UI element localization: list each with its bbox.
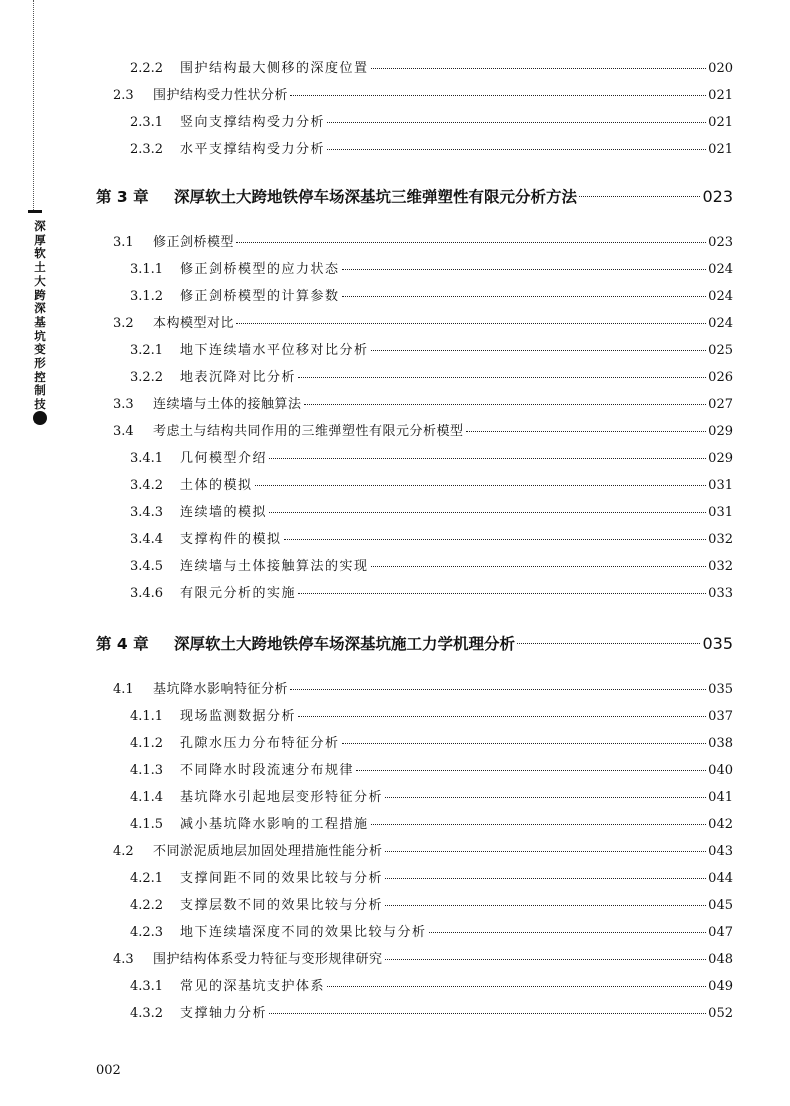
toc-entry-page: 021 [708,88,733,103]
toc-entry-number: 第 3 章 [96,188,149,206]
toc-dot-leader [290,95,706,96]
toc-dot-leader [298,593,706,594]
toc-entry-title: 不同淤泥质地层加固处理措施性能分析 [153,844,383,859]
toc-entry [113,315,733,333]
toc-entry [113,951,733,969]
toc-entry-page: 045 [708,898,733,913]
toc-entry-title: 修正剑桥模型 [153,235,235,250]
toc-entry-page: 047 [708,925,733,940]
toc-entry-page: 049 [708,979,733,994]
toc-entry-page: 023 [708,235,733,250]
toc-entry-page: 042 [708,817,733,832]
toc-entry-title: 修正剑桥模型的计算参数 [180,289,340,304]
toc-entry [130,1005,733,1023]
toc-chapter-entry [96,633,733,655]
toc-entry-title: 考虑土与结构共同作用的三维弹塑性有限元分析模型 [153,424,464,439]
toc-entry [130,369,733,387]
toc-entry-number: 2.3 [113,88,134,103]
running-book-title: 深厚软土大跨深基坑变形控制技 [34,219,46,412]
page-number: 002 [96,1063,121,1078]
toc-entry [113,87,733,105]
toc-entry-number: 4.3.1 [130,979,164,994]
toc-entry-page: 035 [702,634,733,653]
toc-dot-leader [371,824,707,825]
toc-entry-number: 3.2.2 [130,370,164,385]
toc-entry [130,504,733,522]
toc-entry-page: 020 [708,61,733,76]
toc-entry-number: 4.1 [113,682,134,697]
toc-entry [130,477,733,495]
toc-entry-number: 4.1.4 [130,790,164,805]
toc-dot-leader [298,716,706,717]
toc-entry [130,288,733,306]
toc-entry-page: 035 [708,682,733,697]
toc-dot-leader [356,770,706,771]
toc-entry [130,450,733,468]
toc-entry-page: 032 [708,532,733,547]
toc-dot-leader [385,797,706,798]
toc-entry-title: 基坑降水影响特征分析 [153,682,289,697]
toc-dot-leader [284,539,707,540]
toc-entry-title: 支撑间距不同的效果比较与分析 [180,871,384,886]
toc-entry-title: 连续墙的模拟 [180,505,268,520]
toc-entry [130,762,733,780]
toc-dot-leader [385,959,707,960]
toc-entry [130,558,733,576]
toc-entry [130,531,733,549]
toc-chapter-entry [96,186,733,208]
toc-dot-leader [255,485,707,486]
toc-entry-title: 孔隙水压力分布特征分析 [180,736,340,751]
toc-entry-number: 3.1.2 [130,289,164,304]
toc-entry-number: 4.2.3 [130,925,164,940]
toc-entry-title: 现场监测数据分析 [180,709,297,724]
toc-entry-title: 支撑构件的模拟 [180,532,282,547]
toc-entry [130,585,733,603]
toc-dot-leader [579,196,700,197]
toc-entry-page: 031 [708,478,733,493]
toc-entry-page: 024 [708,262,733,277]
toc-entry-page: 026 [708,370,733,385]
toc-dot-leader [385,878,706,879]
toc-entry-number: 2.2.2 [130,61,164,76]
toc-dot-leader [269,512,706,513]
toc-entry-page: 032 [708,559,733,574]
toc-entry-title: 有限元分析的实施 [180,586,297,601]
toc-entry-number: 4.2 [113,844,134,859]
toc-entry-title: 支撑轴力分析 [180,1006,268,1021]
toc-entry-title: 深厚软土大跨地铁停车场深基坑三维弹塑性有限元分析方法 [174,188,578,206]
toc-entry-title: 连续墙与土体接触算法的实现 [180,559,369,574]
toc-dot-leader [327,122,706,123]
toc-entry [113,423,733,441]
toc-entry [130,924,733,942]
toc-dot-leader [517,643,700,644]
toc-entry [130,708,733,726]
toc-entry-number: 3.3 [113,397,134,412]
toc-dot-leader [371,566,707,567]
toc-entry-number: 4.1.3 [130,763,164,778]
toc-entry-title: 地表沉降对比分析 [180,370,297,385]
toc-dot-leader [371,68,707,69]
toc-dot-leader [236,323,706,324]
toc-entry-title: 常见的深基坑支护体系 [180,979,326,994]
toc-entry [113,843,733,861]
toc-entry-title: 竖向支撑结构受力分析 [180,115,326,130]
toc-entry-title: 围护结构受力性状分析 [153,88,289,103]
toc-entry-title: 减小基坑降水影响的工程措施 [180,817,369,832]
toc-entry-title: 基坑降水引起地层变形特征分析 [180,790,384,805]
toc-entry [113,234,733,252]
toc-dot-leader [371,350,707,351]
toc-dot-leader [342,743,707,744]
toc-entry-page: 048 [708,952,733,967]
toc-entry-page: 052 [708,1006,733,1021]
toc-entry-number: 3.4.1 [130,451,164,466]
toc-entry [130,342,733,360]
toc-entry [130,60,733,78]
toc-entry-number: 3.1 [113,235,134,250]
toc-entry-number: 3.4.4 [130,532,164,547]
toc-entry-number: 第 4 章 [96,635,149,653]
toc-entry-page: 038 [708,736,733,751]
toc-entry [130,789,733,807]
toc-entry-number: 4.1.2 [130,736,164,751]
toc-dot-leader [342,296,707,297]
toc-dot-leader [236,242,706,243]
toc-entry [113,681,733,699]
toc-entry [130,978,733,996]
toc-dot-leader [385,851,707,852]
toc-entry-number: 3.4.6 [130,586,164,601]
toc-entry-number: 3.4.5 [130,559,164,574]
toc-entry [130,870,733,888]
toc-entry-title: 支撑层数不同的效果比较与分析 [180,898,384,913]
toc-entry-number: 3.4.2 [130,478,164,493]
toc-entry [113,396,733,414]
toc-dot-leader [298,377,706,378]
toc-dot-leader [290,689,706,690]
toc-entry-title: 几何模型介绍 [180,451,268,466]
toc-entry-number: 4.1.5 [130,817,164,832]
toc-entry-number: 4.1.1 [130,709,164,724]
toc-entry-title: 修正剑桥模型的应力状态 [180,262,340,277]
toc-dot-leader [385,905,706,906]
toc-entry-number: 3.4 [113,424,134,439]
toc-entry-page: 027 [708,397,733,412]
toc-dot-leader [429,932,707,933]
toc-dot-leader [327,986,706,987]
toc-entry-page: 024 [708,289,733,304]
toc-dot-leader [327,149,706,150]
toc-entry-number: 3.2 [113,316,134,331]
toc-entry-page: 025 [708,343,733,358]
toc-entry [130,141,733,159]
toc-entry-title: 土体的模拟 [180,478,253,493]
toc-dot-leader [269,458,706,459]
toc-entry-title: 围护结构最大侧移的深度位置 [180,61,369,76]
toc-entry [130,261,733,279]
toc-entry-title: 围护结构体系受力特征与变形规律研究 [153,952,383,967]
toc-entry-title: 地下连续墙水平位移对比分析 [180,343,369,358]
toc-entry-page: 044 [708,871,733,886]
toc-dot-leader [269,1013,706,1014]
toc-dot-leader [304,404,707,405]
toc-entry-page: 031 [708,505,733,520]
toc-entry [130,114,733,132]
toc-entry-page: 021 [708,142,733,157]
toc-entry-title: 不同降水时段流速分布规律 [180,763,355,778]
toc-entry [130,816,733,834]
toc-dot-leader [342,269,707,270]
toc-entry-title: 地下连续墙深度不同的效果比较与分析 [180,925,427,940]
margin-dotted-line [33,0,34,210]
toc-entry-number: 2.3.1 [130,115,164,130]
toc-entry-title: 水平支撑结构受力分析 [180,142,326,157]
toc-entry [130,735,733,753]
toc-entry-title: 连续墙与土体的接触算法 [153,397,302,412]
toc-entry-page: 024 [708,316,733,331]
toc-entry-page: 041 [708,790,733,805]
toc-entry-title: 深厚软土大跨地铁停车场深基坑施工力学机理分析 [174,635,516,653]
toc-entry-page: 040 [708,763,733,778]
toc-dot-leader [466,431,707,432]
toc-entry-number: 4.2.1 [130,871,164,886]
toc-entry-page: 023 [702,187,733,206]
margin-tick [28,210,42,213]
toc-entry-page: 037 [708,709,733,724]
toc-entry-page: 033 [708,586,733,601]
toc-entry-page: 021 [708,115,733,130]
toc-entry-number: 3.1.1 [130,262,164,277]
toc-entry-number: 4.2.2 [130,898,164,913]
toc-entry-number: 4.3.2 [130,1006,164,1021]
toc-entry [130,897,733,915]
toc-entry-title: 本构模型对比 [153,316,235,331]
toc-entry-number: 3.2.1 [130,343,164,358]
toc-entry-number: 4.3 [113,952,134,967]
toc-entry-page: 029 [708,424,733,439]
toc-entry-number: 2.3.2 [130,142,164,157]
toc-entry-number: 3.4.3 [130,505,164,520]
toc-entry-page: 029 [708,451,733,466]
toc-entry-page: 043 [708,844,733,859]
margin-bullet-icon [33,411,47,425]
